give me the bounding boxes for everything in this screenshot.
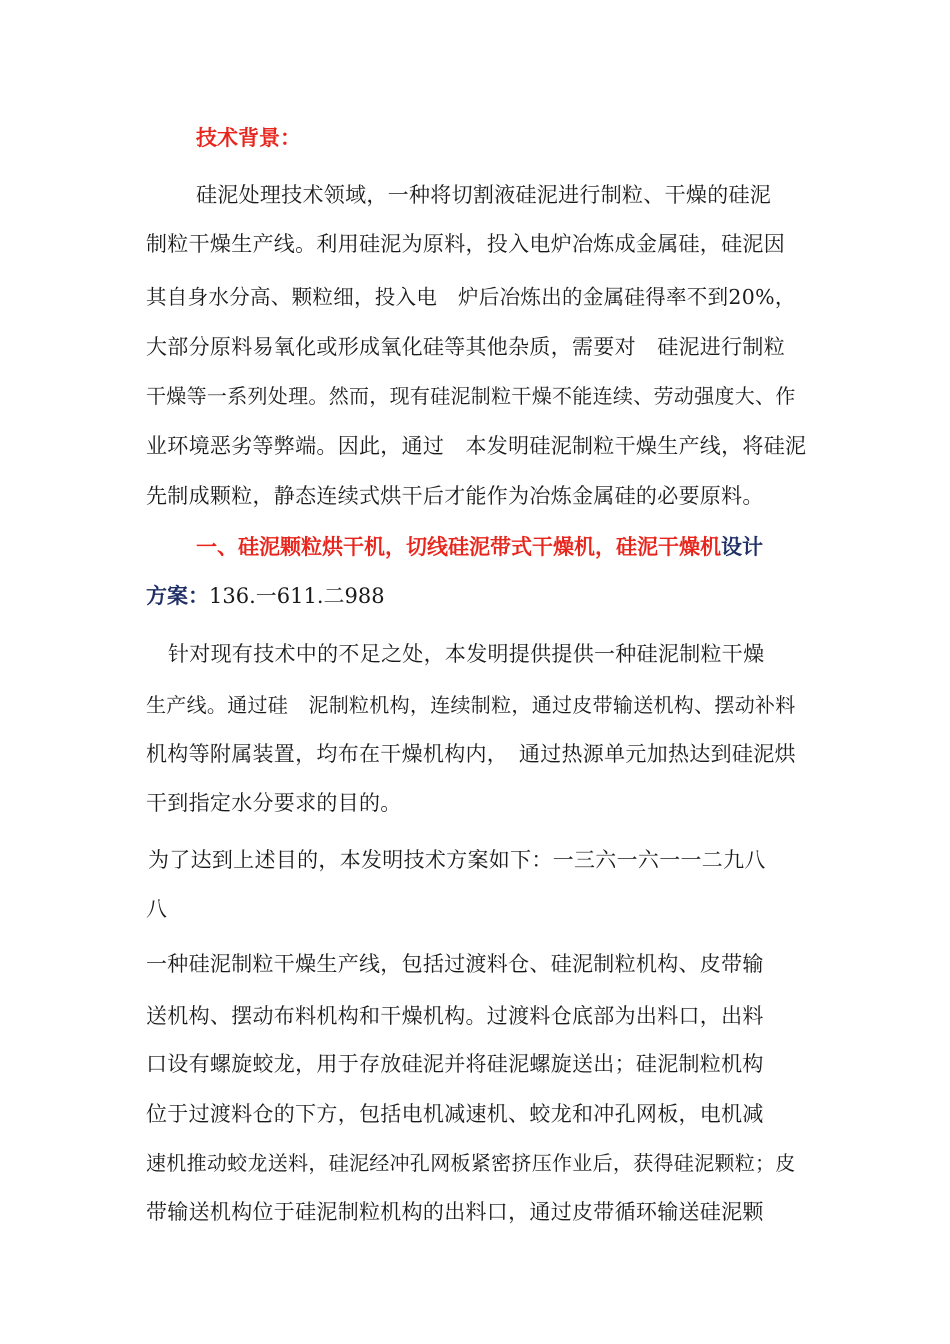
section-heading-background: 技术背景： <box>196 126 301 150</box>
paragraph-line: 口设有螺旋蛟龙，用于存放硅泥并将硅泥螺旋送出；硅泥制粒机构 <box>146 1052 764 1076</box>
paragraph-line: 机构等附属装置，均布在干燥机构内， 通过热源单元加热达到硅泥烘 <box>146 742 796 766</box>
paragraph-line: 送机构、摆动布料机构和干燥机构。过渡料仓底部为出料口，出料 <box>146 1004 764 1028</box>
paragraph-line: 制粒干燥生产线。利用硅泥为原料，投入电炉冶炼成金属硅，硅泥因 <box>146 232 785 256</box>
paragraph-line: 八 <box>146 897 168 921</box>
paragraph-line: 针对现有技术中的不足之处，本发明提供提供一种硅泥制粒干燥 <box>168 642 765 666</box>
section-heading-solution-cont <box>146 581 385 611</box>
paragraph-line: 位于过渡料仓的下方，包括电机减速机、蛟龙和冲孔网板，电机减 <box>146 1102 764 1126</box>
paragraph-line: 先制成颗粒，静态连续式烘干后才能作为冶炼金属硅的必要原料。 <box>146 484 764 508</box>
paragraph-line: 为了达到上述目的，本发明技术方案如下：一三六一六一一二九八 <box>148 848 766 872</box>
heading-red-text: 一、硅泥颗粒烘干机，切线硅泥带式干燥机，硅泥干燥机 <box>196 535 721 559</box>
paragraph-line: 干到指定水分要求的目的。 <box>146 791 402 815</box>
heading-navy-text: 设计 <box>721 535 763 559</box>
paragraph-line: 干燥等一系列处理。然而，现有硅泥制粒干燥不能连续、劳动强度大、作 <box>146 384 796 408</box>
paragraph-line: 业环境恶劣等弊端。因此，通过 本发明硅泥制粒干燥生产线，将硅泥 <box>146 434 807 458</box>
paragraph-line: 带输送机构位于硅泥制粒机构的出料口，通过皮带循环输送硅泥颗 <box>146 1200 764 1224</box>
section-heading-solution <box>196 532 763 562</box>
paragraph-line: 大部分原料易氧化或形成氧化硅等其他杂质，需要对 硅泥进行制粒 <box>146 335 785 359</box>
paragraph-line: 硅泥处理技术领域，一种将切割液硅泥进行制粒、干燥的硅泥 <box>196 183 772 207</box>
heading-navy-text-2: 方案： <box>146 584 209 608</box>
contact-number: 136.一611.二988 <box>209 584 385 608</box>
paragraph-line: 一种硅泥制粒干燥生产线，包括过渡料仓、硅泥制粒机构、皮带输 <box>146 952 764 976</box>
paragraph-line: 生产线。通过硅 泥制粒机构，连续制粒，通过皮带输送机构、摆动补料 <box>146 693 796 717</box>
paragraph-line: 其自身水分高、颗粒细，投入电 炉后冶炼出的金属硅得率不到20%， <box>146 285 796 309</box>
paragraph-line: 速机推动蛟龙送料，硅泥经冲孔网板紧密挤压作业后，获得硅泥颗粒；皮 <box>146 1151 796 1175</box>
